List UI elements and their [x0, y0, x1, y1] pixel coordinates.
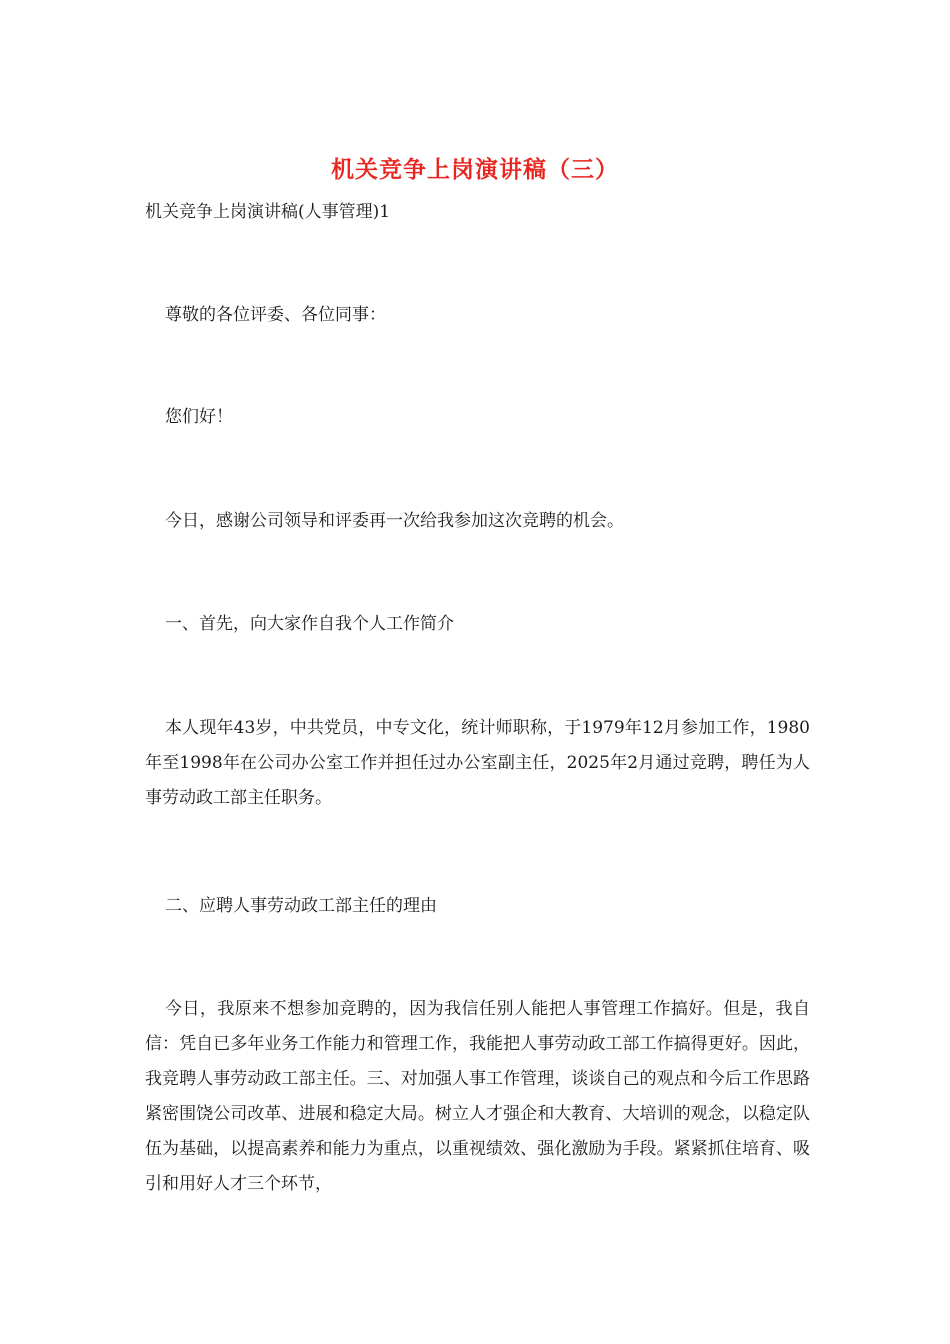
thanks-paragraph: 今日，感谢公司领导和评委再一次给我参加这次竞聘的机会。: [165, 511, 624, 531]
salutation: 尊敬的各位评委、各位同事：: [165, 305, 386, 325]
section-1-body: 本人现年43岁，中共党员，中专文化，统计师职称，于1979年12月参加工作，1980年至1998年在公司办公室工作并担任过办公室副主任，2025年2月通过竞聘，聘任为人事劳动政工部主任职务。: [145, 718, 810, 808]
document-subtitle: 机关竞争上岗演讲稿(人事管理)1: [145, 202, 391, 222]
greeting: 您们好！: [165, 407, 233, 427]
document-title: 机关竞争上岗演讲稿（三）: [331, 157, 619, 183]
section-2-body: 今日，我原来不想参加竞聘的，因为我信任别人能把人事管理工作搞好。但是，我自信：凭自已多年业务工作能力和管理工作，我能把人事劳动政工部工作搞得更好。因此，我竞聘人事劳动政工部主任。三、对加强人事工作管理，谈谈自己的观点和今后工作思路紧密围饶公司改革、进展和稳定大局。树立人才强企和大教育、大培训的观念，以稳定队伍为基础，以提高素养和能力为重点，以重视绩效、强化激励为手段。紧紧抓住培育、吸引和用好人才三个环节，: [145, 999, 810, 1194]
section-1-heading: 一、首先，向大家作自我个人工作简介: [165, 614, 454, 634]
section-2-heading: 二、应聘人事劳动政工部主任的理由: [165, 896, 437, 916]
